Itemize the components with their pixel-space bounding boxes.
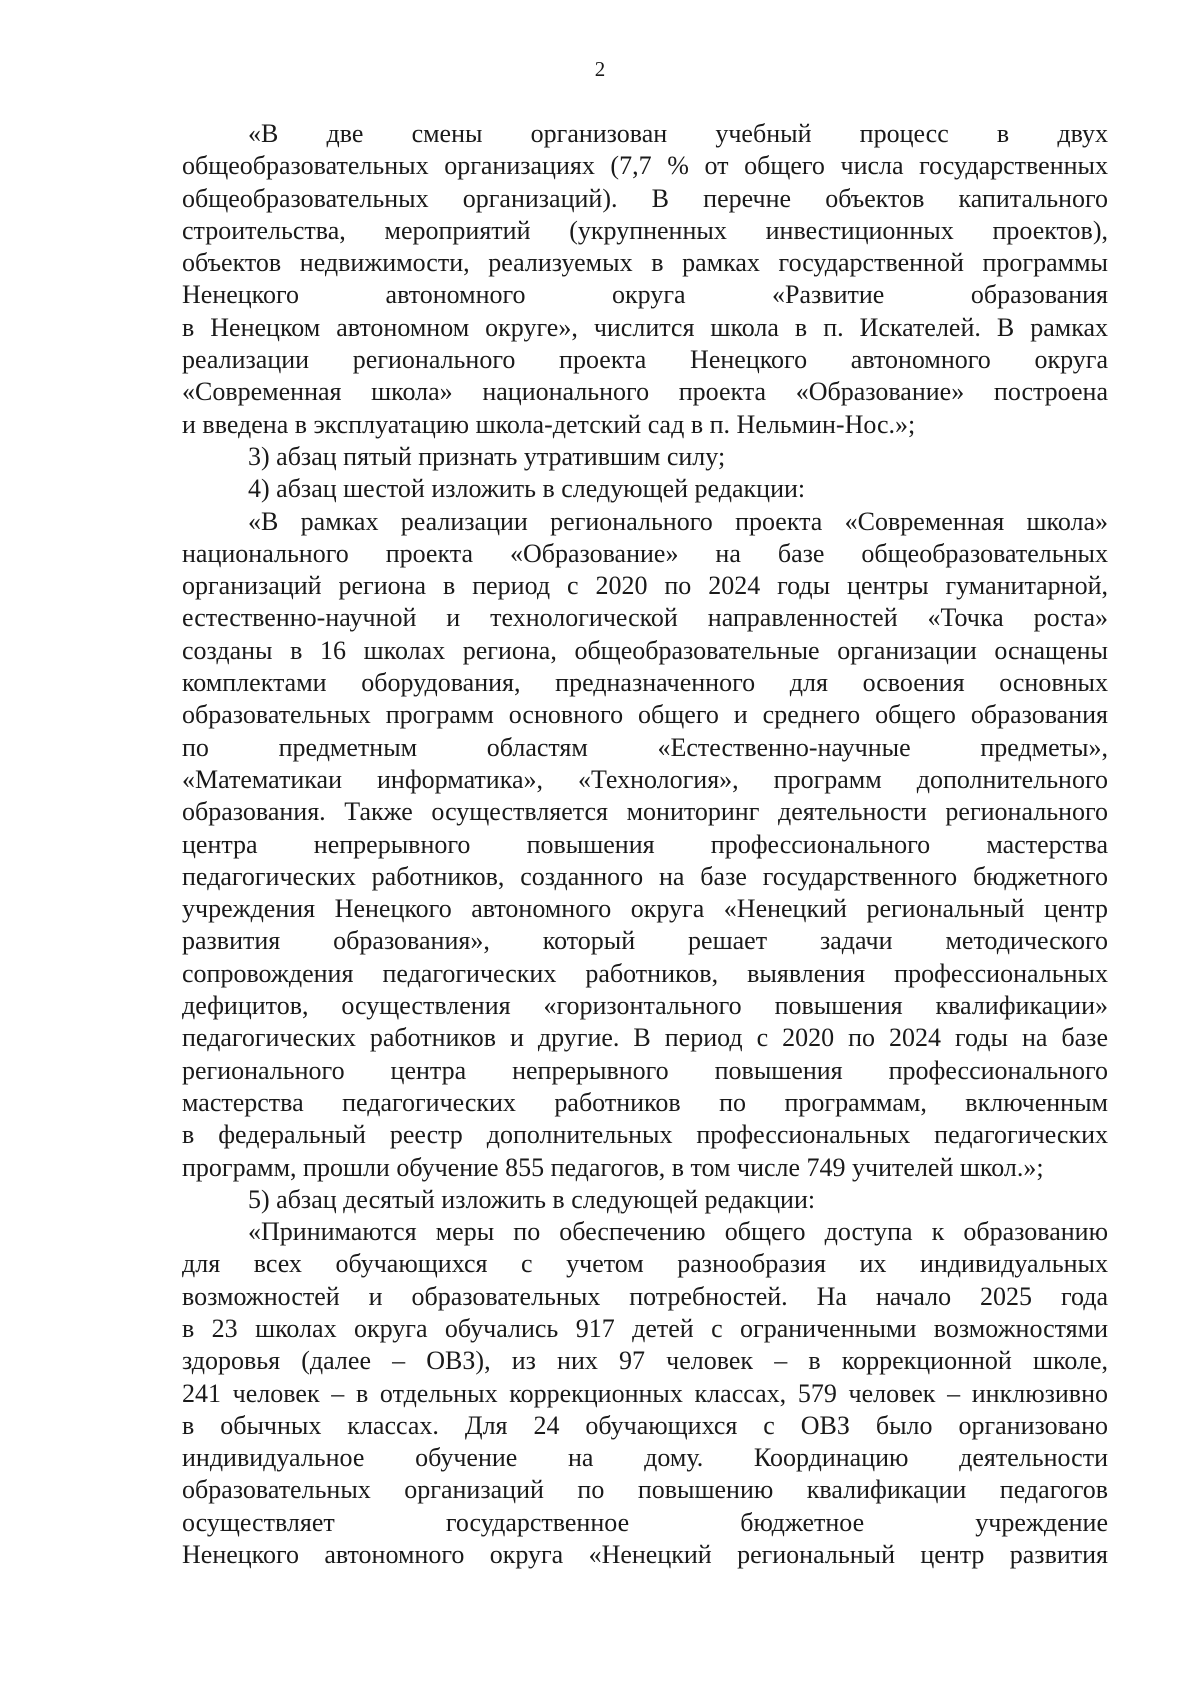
text-line: «В рамках реализации регионального проекта «Современная школа» <box>248 506 1108 536</box>
text-line: «Принимаются меры по обеспечению общего доступа к образованию <box>248 1217 1108 1247</box>
text-line: в федеральный реестр дополнительных профессиональных педагогических <box>182 1120 1108 1150</box>
text-line: центра непрерывного повышения профессионального мастерства <box>182 829 1108 859</box>
text-line: образования. Также осуществляется мониторинг деятельности регионального <box>182 797 1108 827</box>
text-line: и введена в эксплуатацию школа-детский сад в п. Нельмин-Нос.»; <box>182 409 916 439</box>
text-line: регионального центра непрерывного повышения профессионального <box>182 1055 1108 1085</box>
text-line: в Ненецком автономном округе», числится школа в п. Искателей. В рамках <box>182 312 1108 342</box>
text-line: учреждения Ненецкого автономного округа «Ненецкий региональный центр <box>182 894 1108 924</box>
text-line: осуществляет государственное бюджетное учреждение <box>182 1507 1108 1537</box>
text-line: образовательных организаций по повышению квалификации педагогов <box>182 1475 1108 1505</box>
text-line: дефицитов, осуществления «горизонтального повышения квалификации» <box>182 991 1108 1021</box>
text-line: общеобразовательных организациях (7,7 % от общего числа государственных <box>182 151 1108 181</box>
text-line: программ, прошли обучение 855 педагогов, в том числе 749 учителей школ.»; <box>182 1152 1044 1182</box>
text-line: «В две смены организован учебный процесс в двух <box>248 119 1108 148</box>
text-line: развития образования», который решает задачи методического <box>182 926 1108 956</box>
text-line: в 23 школах округа обучались 917 детей с ограниченными возможностями <box>182 1313 1108 1343</box>
text-line: индивидуальное обучение на дому. Координацию деятельности <box>182 1443 1108 1473</box>
text-line: педагогических работников, созданного на базе государственного бюджетного <box>182 861 1108 891</box>
text-line: «Современная школа» национального проекта «Образование» построена <box>182 377 1108 407</box>
page-number: 2 <box>594 57 606 81</box>
text-line: по предметным областям «Естественно-научные предметы», <box>182 732 1108 762</box>
text-line: Ненецкого автономного округа «Развитие образования <box>182 280 1108 310</box>
text-line: возможностей и образовательных потребностей. На начало 2025 года <box>182 1281 1108 1311</box>
text-line: естественно-научной и технологической направленностей «Точка роста» <box>182 603 1108 633</box>
text-line: 241 человек – в отдельных коррекционных классах, 579 человек – инклюзивно <box>182 1378 1108 1408</box>
text-line: «Математикаи информатика», «Технология», программ дополнительного <box>182 764 1108 794</box>
text-line: мастерства педагогических работников по программам, включенным <box>182 1087 1108 1117</box>
text-line: педагогических работников и другие. В период с 2020 по 2024 годы на базе <box>182 1023 1108 1053</box>
text-line: строительства, мероприятий (укрупненных инвестиционных проектов), <box>182 215 1108 245</box>
text-line: организаций региона в период с 2020 по 2024 годы центры гуманитарной, <box>182 571 1108 601</box>
text-line: 5) абзац десятый изложить в следующей редакции: <box>248 1184 816 1214</box>
text-line: в обычных классах. Для 24 обучающихся с ОВЗ было организовано <box>182 1410 1108 1440</box>
text-line: созданы в 16 школах региона, общеобразовательные организации оснащены <box>182 635 1108 665</box>
text-line: 4) абзац шестой изложить в следующей редакции: <box>248 474 806 504</box>
text-line: здоровья (далее – ОВЗ), из них 97 человек – в коррекционной школе, <box>182 1346 1108 1376</box>
text-line: реализации регионального проекта Ненецкого автономного округа <box>182 345 1108 375</box>
text-line: сопровождения педагогических работников, выявления профессиональных <box>182 958 1108 988</box>
text-line: комплектами оборудования, предназначенного для освоения основных <box>182 668 1108 698</box>
text-line: для всех обучающихся с учетом разнообразия их индивидуальных <box>182 1249 1108 1279</box>
text-line: общеобразовательных организаций). В перечне объектов капитального <box>182 183 1108 213</box>
text-line: национального проекта «Образование» на базе общеобразовательных <box>182 538 1108 568</box>
text-line: Ненецкого автономного округа «Ненецкий региональный центр развития <box>182 1540 1108 1570</box>
text-line: образовательных программ основного общего и среднего общего образования <box>182 700 1108 730</box>
document-body <box>182 118 1108 1571</box>
text-line: объектов недвижимости, реализуемых в рамках государственной программы <box>182 248 1108 278</box>
text-line: 3) абзац пятый признать утратившим силу; <box>248 441 726 471</box>
